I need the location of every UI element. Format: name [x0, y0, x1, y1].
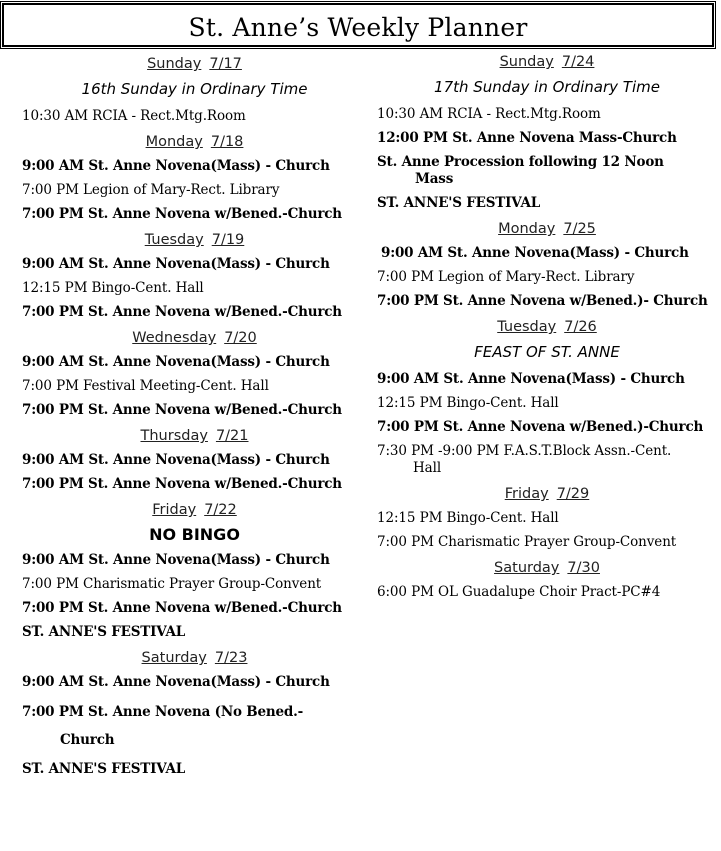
day-header-monday-7-18: Monday 7/18 — [145, 134, 244, 150]
event-item: 7:00 PM St. Anne Novena w/Bened.)- Church — [377, 293, 708, 309]
left-column — [22, 54, 367, 785]
no-bingo-notice: NO BINGO — [149, 525, 240, 544]
day-header-tuesday-7-19: Tuesday 7/19 — [144, 232, 245, 248]
event-item: 9:00 AM St. Anne Novena(Mass) - Church — [377, 371, 685, 387]
day-header-saturday-7-30: Saturday 7/30 — [494, 560, 600, 576]
day-header-sunday-7-24: Sunday 7/24 — [499, 54, 595, 70]
day-header-thursday-7-21: Thursday 7/21 — [140, 428, 249, 444]
day-header-tuesday-7-26: Tuesday 7/26 — [497, 319, 597, 335]
day-header-friday-7-22: Friday 7/22 — [152, 502, 237, 518]
day-subtitle: 16th Sunday in Ordinary Time — [81, 80, 308, 98]
day-header-saturday-7-23: Saturday 7/23 — [141, 650, 248, 666]
event-item: 7:00 PM St. Anne Novena (No Bened.- Church — [22, 704, 304, 748]
event-item: 9:00 AM St. Anne Novena(Mass) - Church — [22, 552, 330, 568]
day-subtitle: 17th Sunday in Ordinary Time — [434, 78, 660, 96]
event-item: 7:00 PM St. Anne Novena w/Bened.-Church — [22, 304, 342, 320]
event-item: 7:00 PM Legion of Mary-Rect. Library — [377, 269, 635, 285]
event-item: 12:15 PM Bingo-Cent. Hall — [22, 280, 204, 296]
event-item: 10:30 AM RCIA - Rect.Mtg.Room — [377, 106, 601, 122]
event-item: ST. ANNE'S FESTIVAL — [22, 761, 186, 777]
event-item: 9:00 AM St. Anne Novena(Mass) - Church — [381, 245, 689, 261]
event-item: 7:00 PM Charismatic Prayer Group-Convent — [22, 576, 322, 592]
event-item: 6:00 PM OL Guadalupe Choir Pract-PC#4 — [377, 584, 661, 600]
right-column — [377, 52, 717, 608]
planner-title: St. Anne’s Weekly Planner — [188, 12, 528, 42]
event-item: ST. ANNE'S FESTIVAL — [22, 624, 186, 640]
event-item: 10:30 AM RCIA - Rect.Mtg.Room — [22, 108, 246, 124]
event-item: 7:30 PM -9:00 PM F.A.S.T.Block Assn.-Cent. Hall — [377, 443, 672, 476]
event-item: St. Anne Procession following 12 Noon Mass — [377, 154, 664, 187]
event-item: 9:00 AM St. Anne Novena(Mass) - Church — [22, 354, 330, 370]
day-header-wednesday-7-20: Wednesday 7/20 — [132, 330, 257, 346]
event-item: 9:00 AM St. Anne Novena(Mass) - Church — [22, 674, 330, 690]
event-item: 7:00 PM St. Anne Novena w/Bened.-Church — [22, 402, 342, 418]
event-item: 12:00 PM St. Anne Novena Mass-Church — [377, 130, 677, 146]
event-item: 7:00 PM St. Anne Novena w/Bened.-Church — [22, 206, 342, 222]
day-header-sunday-7-17: Sunday 7/17 — [147, 56, 242, 72]
event-item: 9:00 AM St. Anne Novena(Mass) - Church — [22, 158, 330, 174]
event-item: 7:00 PM Legion of Mary-Rect. Library — [22, 182, 280, 198]
event-item: 7:00 PM Festival Meeting-Cent. Hall — [22, 378, 269, 394]
event-item: 9:00 AM St. Anne Novena(Mass) - Church — [22, 452, 330, 468]
event-item: ST. ANNE'S FESTIVAL — [377, 195, 541, 211]
event-item: 7:00 PM Charismatic Prayer Group-Convent — [377, 534, 677, 550]
planner-title-box — [2, 3, 714, 47]
event-item: 12:15 PM Bingo-Cent. Hall — [377, 510, 559, 526]
event-item: 7:00 PM St. Anne Novena w/Bened.)-Church — [377, 419, 704, 435]
event-item: 12:15 PM Bingo-Cent. Hall — [377, 395, 559, 411]
day-header-friday-7-29: Friday 7/29 — [504, 486, 590, 502]
event-item: 9:00 AM St. Anne Novena(Mass) - Church — [22, 256, 330, 272]
event-item: 7:00 PM St. Anne Novena w/Bened.-Church — [22, 600, 342, 616]
event-item: 7:00 PM St. Anne Novena w/Bened.-Church — [22, 476, 342, 492]
day-header-monday-7-25: Monday 7/25 — [498, 221, 596, 237]
feast-notice: FEAST OF ST. ANNE — [474, 343, 620, 361]
